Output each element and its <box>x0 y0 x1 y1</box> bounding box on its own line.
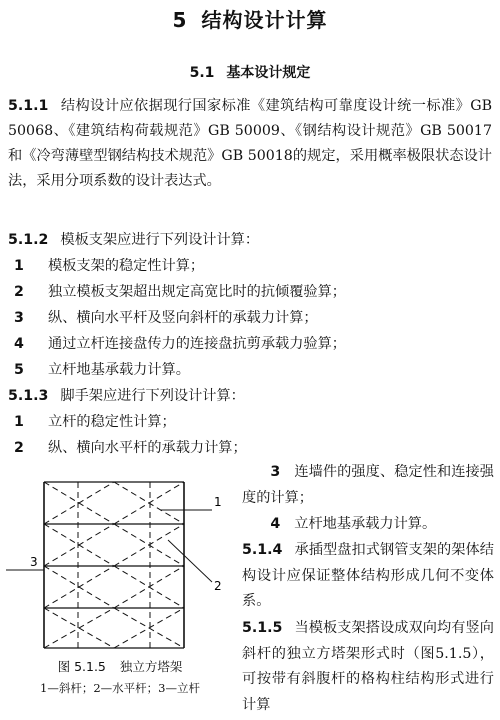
callout-2: 2 <box>214 579 222 593</box>
item-text: 立杆地基承载力计算。 <box>48 362 190 378</box>
list-item <box>8 254 492 279</box>
clause-text: 当模板支架搭设成双向均有竖向斜杆的独立方塔架形式时（图5.1.5），可按带有斜腹杆的格构柱结构形式进行计算 <box>242 620 494 713</box>
diagonal-bars <box>44 482 184 648</box>
clause-text: 承插型盘扣式钢管支架的架体结构设计应保证整体结构形成几何不变体系。 <box>242 542 494 609</box>
list-item <box>8 410 492 435</box>
list-item <box>8 332 492 357</box>
figure-number: 图 5.1.5 <box>57 659 106 674</box>
callout-1: 1 <box>214 495 222 509</box>
list-item <box>8 436 492 461</box>
chapter-number: 5 <box>172 8 188 32</box>
clause-number: 5.1.1 <box>8 98 49 114</box>
clause-5-1-5 <box>242 616 494 718</box>
item-number: 1 <box>14 258 24 274</box>
item-number: 2 <box>14 284 24 300</box>
item-text: 纵、横向水平杆的承载力计算； <box>48 440 247 456</box>
list-item <box>8 280 492 305</box>
item-text: 独立模板支架超出规定高宽比时的抗倾覆验算； <box>48 284 346 300</box>
section-number: 5.1 <box>189 65 215 81</box>
clause-number: 5.1.2 <box>8 232 49 248</box>
item-number: 1 <box>14 414 24 430</box>
figure-caption <box>0 657 240 675</box>
chapter-title-text: 结构设计计算 <box>201 8 328 32</box>
clause-intro: 模板支架应进行下列设计计算： <box>60 232 260 248</box>
clause-5-1-2 <box>8 228 492 253</box>
item-text: 纵、横向水平杆及竖向斜杆的承载力计算； <box>48 310 318 326</box>
figure-title: 独立方塔架 <box>119 659 183 674</box>
section-title <box>0 62 500 82</box>
clause-text: 结构设计应依据现行国家标准《建筑结构可靠度设计统一标准》GB 50068、《建筑结构荷载规范》GB 50009、《钢结构设计规范》GB 50017 和《冷弯薄壁型钢结构技术规范》GB 50018的规定，采用概率极限状态设计法，采用分项系数的设计表达式。 <box>8 98 492 189</box>
item-number: 3 <box>14 310 24 326</box>
item-number: 3 <box>270 464 281 480</box>
section-title-text: 基本设计规定 <box>226 65 311 81</box>
clause-5-1-3 <box>8 384 492 409</box>
item-text: 立杆的稳定性计算； <box>48 414 176 430</box>
clause-5-1-4 <box>242 538 494 615</box>
item-number: 5 <box>14 362 24 378</box>
tower-frame-drawing <box>0 470 240 655</box>
clause-number: 5.1.4 <box>242 542 283 558</box>
clause-number: 5.1.5 <box>242 620 283 636</box>
figure-5-1-5 <box>0 470 240 720</box>
item-text: 立杆地基承载力计算。 <box>294 516 437 532</box>
item-number: 4 <box>14 336 24 352</box>
clause-5-1-1 <box>8 94 492 194</box>
clause-number: 5.1.3 <box>8 388 49 404</box>
chapter-title <box>0 4 500 33</box>
item-text: 模板支架的稳定性计算； <box>48 258 205 274</box>
callout-3: 3 <box>30 555 38 569</box>
item-number: 2 <box>14 440 24 456</box>
figure-legend: 1—斜杆；2—水平杆；3—立杆 <box>40 681 200 695</box>
clause-5-1-3-item-3 <box>242 460 494 511</box>
clause-5-1-3-item-4 <box>242 512 494 538</box>
leader-line-2 <box>168 540 212 582</box>
item-text: 通过立杆连接盘传力的连接盘抗剪承载力验算； <box>48 336 346 352</box>
clause-intro: 脚手架应进行下列设计计算： <box>60 388 245 404</box>
item-number: 4 <box>270 516 281 532</box>
item-text: 连墙件的强度、稳定性和连接强度的计算； <box>242 464 494 506</box>
list-item <box>8 306 492 331</box>
list-item <box>8 358 492 383</box>
